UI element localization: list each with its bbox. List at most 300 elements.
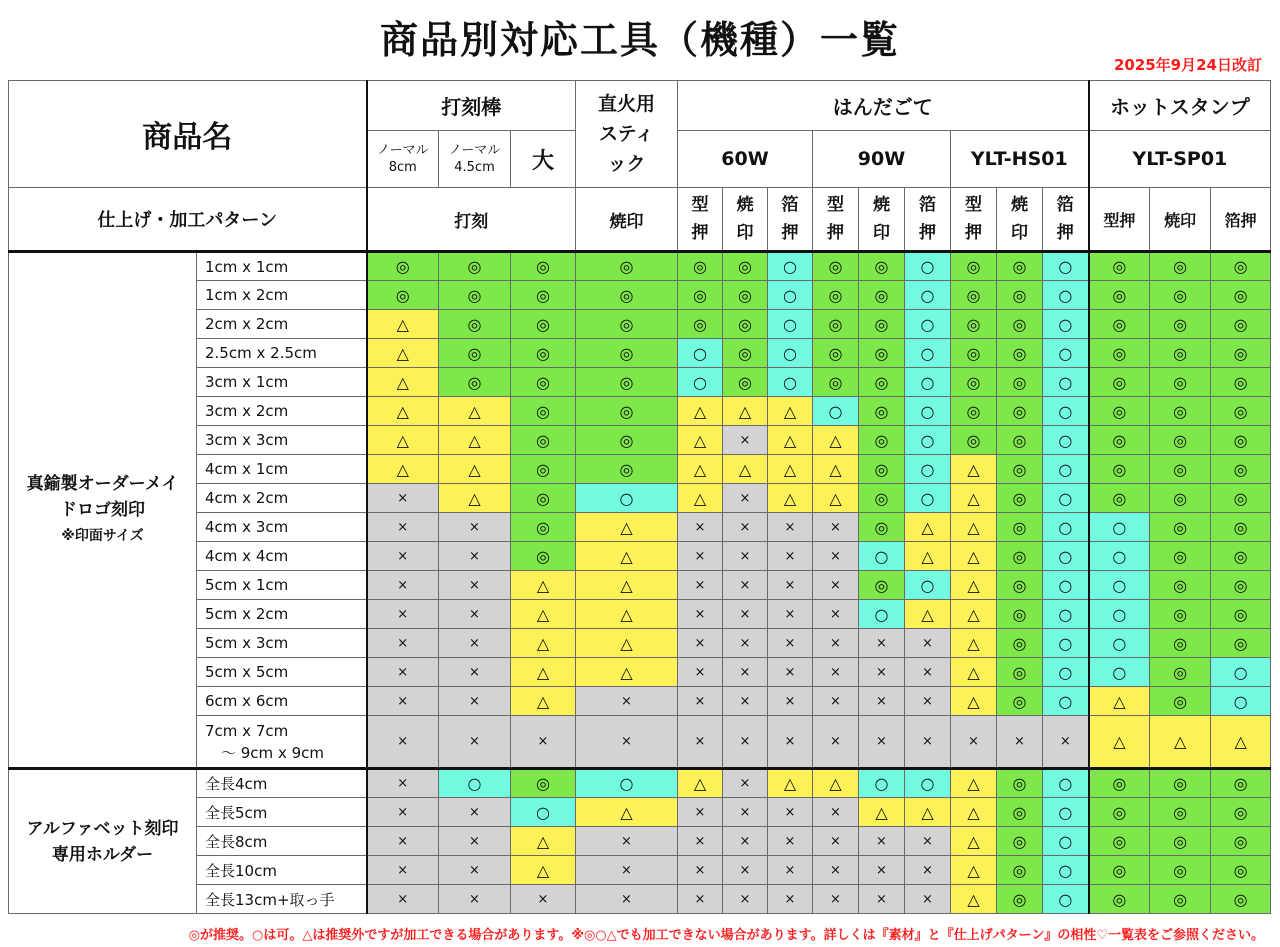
mark-cell: × xyxy=(678,687,723,716)
mark-cell: ○ xyxy=(1089,513,1150,542)
mark-cell: ◎ xyxy=(859,455,905,484)
pattern-line: 焼 xyxy=(873,195,890,215)
mark-cell: ◎ xyxy=(1150,281,1211,310)
mark-cell: ○ xyxy=(905,426,951,455)
mark-cell: × xyxy=(768,687,813,716)
table-row xyxy=(9,542,1271,571)
mark-cell: ◎ xyxy=(859,426,905,455)
mark-cell: × xyxy=(768,798,813,827)
mark-cell: ○ xyxy=(1043,281,1089,310)
mark-cell: ◎ xyxy=(723,339,768,368)
mark-cell: ◎ xyxy=(951,426,997,455)
mark-cell: ◎ xyxy=(1150,856,1211,885)
mark-cell: ○ xyxy=(905,339,951,368)
mark-cell: ○ xyxy=(1043,687,1089,716)
mark-cell: × xyxy=(768,856,813,885)
size-cell xyxy=(197,687,367,716)
pattern-iron-1-0 xyxy=(813,188,859,252)
mark-cell: × xyxy=(576,885,678,914)
header-stamp-ylt-sp01: YLT-SP01 xyxy=(1089,131,1271,188)
mark-cell: △ xyxy=(951,571,997,600)
mark-cell: △ xyxy=(576,542,678,571)
header-punch-normal-8cm xyxy=(367,131,439,188)
mark-cell: ○ xyxy=(905,281,951,310)
pattern-line: 箔 xyxy=(1056,195,1074,215)
pattern-iron-0-2 xyxy=(768,188,813,252)
pattern-line: 印 xyxy=(1011,223,1028,243)
table-row xyxy=(9,513,1271,542)
size-cell xyxy=(197,798,367,827)
mark-cell: × xyxy=(768,658,813,687)
table-row xyxy=(9,426,1271,455)
size-cell xyxy=(197,484,367,513)
mark-cell: × xyxy=(723,426,768,455)
mark-cell: ◎ xyxy=(997,600,1043,629)
mark-cell: × xyxy=(367,856,439,885)
size-line: 3cm x 2cm xyxy=(205,402,289,420)
mark-cell: × xyxy=(813,600,859,629)
size-line: 5cm x 2cm xyxy=(205,605,289,623)
mark-cell: ◎ xyxy=(576,368,678,397)
mark-cell: × xyxy=(723,484,768,513)
mark-cell: ◎ xyxy=(1211,827,1271,856)
table-row xyxy=(9,798,1271,827)
mark-cell: × xyxy=(678,827,723,856)
mark-cell: ◎ xyxy=(511,426,576,455)
pattern-line: 焼 xyxy=(1011,195,1028,215)
mark-cell: × xyxy=(439,542,511,571)
mark-cell: ◎ xyxy=(813,310,859,339)
mark-cell: ◎ xyxy=(723,281,768,310)
mark-cell: ◎ xyxy=(678,281,723,310)
size-line: 1cm x 1cm xyxy=(205,257,289,276)
pattern-iron-0-0 xyxy=(678,188,723,252)
mark-cell: ◎ xyxy=(723,310,768,339)
mark-cell: × xyxy=(367,513,439,542)
fire-line-1: 直火用 xyxy=(597,93,655,115)
mark-cell: ◎ xyxy=(1211,310,1271,339)
mark-cell: △ xyxy=(905,542,951,571)
mark-cell: △ xyxy=(1089,687,1150,716)
mark-cell: △ xyxy=(576,658,678,687)
mark-cell: △ xyxy=(951,856,997,885)
mark-cell: × xyxy=(367,600,439,629)
mark-cell: ◎ xyxy=(511,368,576,397)
mark-cell: ◎ xyxy=(1211,252,1271,281)
table-row xyxy=(9,281,1271,310)
pattern-iron-2-0 xyxy=(951,188,997,252)
mark-cell: × xyxy=(768,513,813,542)
pattern-line: 押 xyxy=(965,223,982,243)
mark-cell: ○ xyxy=(905,368,951,397)
mark-cell: ◎ xyxy=(813,339,859,368)
mark-cell: × xyxy=(813,885,859,914)
mark-cell: △ xyxy=(511,687,576,716)
fire-line-3: ック xyxy=(607,153,646,175)
header-iron-60w: 60W xyxy=(678,131,813,188)
mark-cell: △ xyxy=(813,455,859,484)
mark-cell: × xyxy=(439,798,511,827)
mark-cell: △ xyxy=(768,484,813,513)
mark-cell: ◎ xyxy=(1150,484,1211,513)
mark-cell: ◎ xyxy=(997,252,1043,281)
mark-cell: × xyxy=(859,629,905,658)
mark-cell: × xyxy=(367,571,439,600)
mark-cell: ◎ xyxy=(1150,310,1211,339)
mark-cell: ◎ xyxy=(1089,252,1150,281)
mark-cell: ○ xyxy=(905,455,951,484)
mark-cell: × xyxy=(511,885,576,914)
mark-cell: × xyxy=(367,687,439,716)
mark-cell: ◎ xyxy=(1150,368,1211,397)
mark-cell: △ xyxy=(951,827,997,856)
mark-cell: × xyxy=(439,885,511,914)
mark-cell: ◎ xyxy=(576,455,678,484)
header-fire-stick xyxy=(576,81,678,188)
size-cell xyxy=(197,281,367,310)
mark-cell: ◎ xyxy=(1211,339,1271,368)
mark-cell: × xyxy=(859,716,905,769)
table-row xyxy=(9,339,1271,368)
mark-cell: ◎ xyxy=(439,281,511,310)
mark-cell: ○ xyxy=(678,339,723,368)
mark-cell: ◎ xyxy=(997,368,1043,397)
header-soldering-iron-group: はんだごて xyxy=(678,81,1089,131)
mark-cell: × xyxy=(723,798,768,827)
mark-cell: ◎ xyxy=(511,769,576,798)
mark-cell: ◎ xyxy=(576,252,678,281)
mark-cell: × xyxy=(723,629,768,658)
mark-cell: △ xyxy=(723,455,768,484)
pattern-line: 型 xyxy=(827,195,844,215)
mark-cell: ◎ xyxy=(511,252,576,281)
size-cell xyxy=(197,455,367,484)
size-line: 4cm x 4cm xyxy=(205,547,289,565)
mark-cell: △ xyxy=(723,397,768,426)
table-row xyxy=(9,885,1271,914)
mark-cell: × xyxy=(439,571,511,600)
mark-cell: ◎ xyxy=(1089,484,1150,513)
header-product-name: 商品名 xyxy=(9,81,367,188)
mark-cell: ◎ xyxy=(367,252,439,281)
mark-cell: ◎ xyxy=(1211,629,1271,658)
mark-cell: ◎ xyxy=(1211,885,1271,914)
category-name-line: 専用ホルダー xyxy=(51,844,154,865)
mark-cell: ◎ xyxy=(1150,600,1211,629)
mark-cell: △ xyxy=(511,658,576,687)
mark-cell: ○ xyxy=(905,571,951,600)
mark-cell: ○ xyxy=(905,397,951,426)
table-row xyxy=(9,600,1271,629)
mark-cell: △ xyxy=(951,658,997,687)
mark-cell: △ xyxy=(951,687,997,716)
mark-cell: ○ xyxy=(1043,513,1089,542)
mark-cell: ○ xyxy=(1043,798,1089,827)
mark-cell: ○ xyxy=(439,769,511,798)
pattern-line: 型 xyxy=(965,195,982,215)
mark-cell: × xyxy=(678,856,723,885)
mark-cell: △ xyxy=(678,397,723,426)
header-punch-large: 大 xyxy=(511,131,576,188)
mark-cell: ○ xyxy=(1043,426,1089,455)
mark-cell: ◎ xyxy=(1089,455,1150,484)
mark-cell: × xyxy=(723,513,768,542)
size-cell xyxy=(197,339,367,368)
mark-cell: ◎ xyxy=(951,339,997,368)
mark-cell: ◎ xyxy=(511,310,576,339)
size-cell xyxy=(197,513,367,542)
mark-cell: × xyxy=(723,827,768,856)
mark-cell: ◎ xyxy=(813,281,859,310)
mark-cell: △ xyxy=(859,798,905,827)
mark-cell: ◎ xyxy=(997,542,1043,571)
mark-cell: × xyxy=(859,658,905,687)
mark-cell: ◎ xyxy=(1211,513,1271,542)
mark-cell: × xyxy=(678,716,723,769)
mark-cell: ◎ xyxy=(997,281,1043,310)
mark-cell: × xyxy=(905,629,951,658)
size-line: 1cm x 2cm xyxy=(205,286,289,304)
table-row xyxy=(9,658,1271,687)
size-line: 5cm x 5cm xyxy=(205,663,289,681)
page-title: 商品別対応工具（機種）一覧 xyxy=(379,18,900,62)
mark-cell: × xyxy=(576,827,678,856)
size-line: 全長10cm xyxy=(205,861,277,880)
mark-cell: × xyxy=(859,687,905,716)
mark-cell: × xyxy=(1043,716,1089,769)
mark-cell: × xyxy=(951,716,997,769)
mark-cell: △ xyxy=(678,769,723,798)
mark-cell: △ xyxy=(951,542,997,571)
category-name-line: アルファベット刻印 xyxy=(26,818,179,839)
mark-cell: ◎ xyxy=(1211,571,1271,600)
mark-cell: ○ xyxy=(1043,542,1089,571)
punch-size-label: ノーマル xyxy=(376,143,429,158)
mark-cell: ◎ xyxy=(997,310,1043,339)
mark-cell: × xyxy=(723,716,768,769)
mark-cell: △ xyxy=(576,629,678,658)
mark-cell: ◎ xyxy=(997,856,1043,885)
mark-cell: ◎ xyxy=(951,252,997,281)
mark-cell: × xyxy=(997,716,1043,769)
mark-cell: × xyxy=(723,658,768,687)
mark-cell: ◎ xyxy=(1089,397,1150,426)
table-row xyxy=(9,769,1271,798)
mark-cell: ◎ xyxy=(576,426,678,455)
pattern-stamp-0: 型押 xyxy=(1089,188,1150,252)
size-line: 全長4cm xyxy=(205,775,268,793)
mark-cell: ○ xyxy=(813,397,859,426)
mark-cell: × xyxy=(768,542,813,571)
mark-cell: × xyxy=(367,769,439,798)
mark-cell: ○ xyxy=(768,310,813,339)
mark-cell: △ xyxy=(951,484,997,513)
mark-cell: ○ xyxy=(859,542,905,571)
mark-cell: ◎ xyxy=(439,368,511,397)
mark-cell: △ xyxy=(768,455,813,484)
mark-cell: △ xyxy=(576,600,678,629)
mark-cell: ◎ xyxy=(1150,827,1211,856)
table-row xyxy=(9,716,1271,769)
mark-cell: △ xyxy=(678,455,723,484)
mark-cell: ○ xyxy=(1043,397,1089,426)
mark-cell: ◎ xyxy=(997,513,1043,542)
pattern-line: 印 xyxy=(736,223,754,243)
mark-cell: △ xyxy=(951,769,997,798)
mark-cell: ○ xyxy=(1043,252,1089,281)
mark-cell: ◎ xyxy=(1150,885,1211,914)
mark-cell: ◎ xyxy=(997,397,1043,426)
pattern-line: 箔 xyxy=(919,195,936,215)
compatibility-table xyxy=(8,80,1271,914)
mark-cell: ○ xyxy=(905,769,951,798)
header-iron-90w: 90W xyxy=(813,131,951,188)
mark-cell: ○ xyxy=(1043,310,1089,339)
mark-cell: ◎ xyxy=(511,455,576,484)
mark-cell: △ xyxy=(951,600,997,629)
table-row xyxy=(9,310,1271,339)
mark-cell: ○ xyxy=(576,769,678,798)
mark-cell: × xyxy=(576,716,678,769)
mark-cell: ◎ xyxy=(951,281,997,310)
category-cell xyxy=(9,769,197,914)
mark-cell: ◎ xyxy=(723,368,768,397)
table-row xyxy=(9,629,1271,658)
mark-cell: ◎ xyxy=(1211,426,1271,455)
mark-cell: × xyxy=(723,600,768,629)
mark-cell: × xyxy=(367,629,439,658)
mark-cell: △ xyxy=(576,798,678,827)
table-row xyxy=(9,827,1271,856)
mark-cell: ◎ xyxy=(439,339,511,368)
size-cell xyxy=(197,252,367,281)
mark-cell: ◎ xyxy=(511,281,576,310)
mark-cell: ◎ xyxy=(813,252,859,281)
size-line: 2.5cm x 2.5cm xyxy=(205,344,317,362)
mark-cell: △ xyxy=(367,455,439,484)
size-line: 全長5cm xyxy=(205,803,268,822)
mark-cell: ◎ xyxy=(859,310,905,339)
mark-cell: ◎ xyxy=(1211,368,1271,397)
mark-cell: ◎ xyxy=(859,368,905,397)
mark-cell: ◎ xyxy=(511,542,576,571)
pattern-line: 箔 xyxy=(781,195,799,215)
mark-cell: ◎ xyxy=(859,484,905,513)
mark-cell: × xyxy=(768,716,813,769)
mark-cell: × xyxy=(723,856,768,885)
mark-cell: ◎ xyxy=(859,397,905,426)
header-punch-group: 打刻棒 xyxy=(367,81,576,131)
mark-cell: ○ xyxy=(1089,571,1150,600)
size-cell xyxy=(197,658,367,687)
mark-cell: ◎ xyxy=(997,827,1043,856)
size-line: ～ 9cm x 9cm xyxy=(221,743,324,762)
mark-cell: × xyxy=(576,687,678,716)
size-cell xyxy=(197,629,367,658)
size-cell xyxy=(197,571,367,600)
mark-cell: ○ xyxy=(1043,368,1089,397)
mark-cell: × xyxy=(511,716,576,769)
pattern-iron-1-1 xyxy=(859,188,905,252)
mark-cell: ○ xyxy=(511,798,576,827)
mark-cell: ◎ xyxy=(576,310,678,339)
mark-cell: ○ xyxy=(1043,629,1089,658)
mark-cell: × xyxy=(367,885,439,914)
mark-cell: ◎ xyxy=(723,252,768,281)
mark-cell: ◎ xyxy=(1089,885,1150,914)
mark-cell: △ xyxy=(768,426,813,455)
mark-cell: × xyxy=(859,856,905,885)
mark-cell: ◎ xyxy=(1211,856,1271,885)
mark-cell: ◎ xyxy=(997,798,1043,827)
mark-cell: ○ xyxy=(1089,629,1150,658)
mark-cell: ◎ xyxy=(997,658,1043,687)
mark-cell: × xyxy=(813,658,859,687)
pattern-stamp-1: 焼印 xyxy=(1150,188,1211,252)
mark-cell: ◎ xyxy=(1150,542,1211,571)
mark-cell: × xyxy=(859,827,905,856)
size-cell xyxy=(197,426,367,455)
mark-cell: × xyxy=(768,885,813,914)
mark-cell: ○ xyxy=(1211,687,1271,716)
mark-cell: × xyxy=(813,629,859,658)
table-row xyxy=(9,368,1271,397)
pattern-line: 押 xyxy=(781,223,799,243)
mark-cell: ◎ xyxy=(1211,397,1271,426)
size-cell xyxy=(197,368,367,397)
punch-size-label: ノーマル xyxy=(448,143,501,158)
table-row xyxy=(9,571,1271,600)
mark-cell: ◎ xyxy=(1211,281,1271,310)
mark-cell: × xyxy=(367,716,439,769)
pattern-line: 焼 xyxy=(736,195,754,215)
mark-cell: × xyxy=(768,629,813,658)
mark-cell: △ xyxy=(1150,716,1211,769)
pattern-iron-0-1 xyxy=(723,188,768,252)
mark-cell: △ xyxy=(905,600,951,629)
mark-cell: × xyxy=(768,827,813,856)
size-cell xyxy=(197,885,367,914)
size-line: 5cm x 1cm xyxy=(205,576,289,594)
mark-cell: ◎ xyxy=(1089,339,1150,368)
mark-cell: ○ xyxy=(678,368,723,397)
mark-cell: ◎ xyxy=(1211,455,1271,484)
mark-cell: × xyxy=(439,513,511,542)
mark-cell: ◎ xyxy=(859,281,905,310)
mark-cell: △ xyxy=(678,484,723,513)
mark-cell: × xyxy=(439,658,511,687)
mark-cell: ◎ xyxy=(511,339,576,368)
mark-cell: ◎ xyxy=(1150,769,1211,798)
mark-cell: ◎ xyxy=(511,397,576,426)
size-line: 全長13cm+取っ手 xyxy=(205,890,335,909)
pattern-line: 印 xyxy=(873,223,890,243)
mark-cell: △ xyxy=(905,798,951,827)
fire-line-2: スティ xyxy=(598,123,655,145)
pattern-line: 型 xyxy=(691,195,709,215)
mark-cell: ◎ xyxy=(997,339,1043,368)
mark-cell: ◎ xyxy=(1211,484,1271,513)
mark-cell: ○ xyxy=(1089,600,1150,629)
mark-cell: △ xyxy=(951,455,997,484)
mark-cell: ○ xyxy=(1089,658,1150,687)
mark-cell: ◎ xyxy=(576,339,678,368)
mark-cell: ◎ xyxy=(511,513,576,542)
mark-cell: × xyxy=(813,827,859,856)
mark-cell: ◎ xyxy=(951,310,997,339)
mark-cell: ○ xyxy=(1043,455,1089,484)
size-line: 3cm x 3cm xyxy=(205,431,289,449)
